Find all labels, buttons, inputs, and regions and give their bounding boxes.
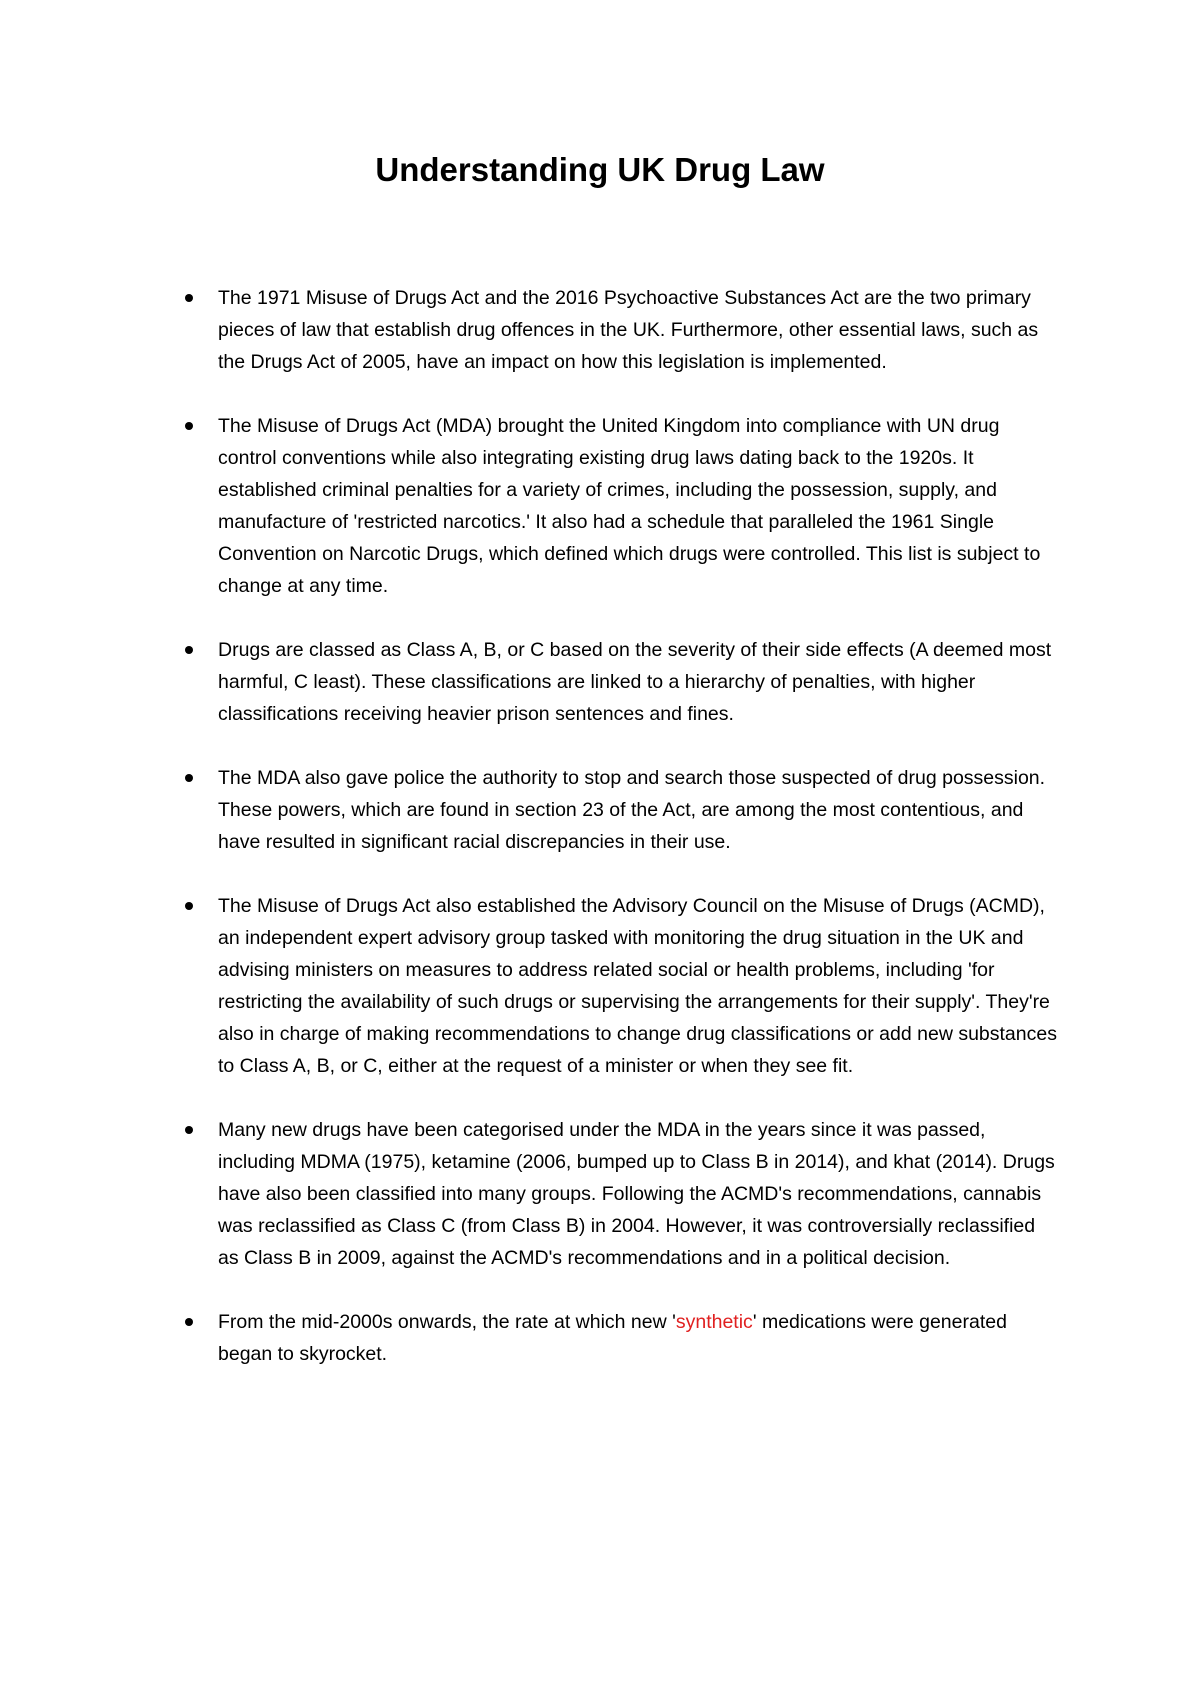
bullet-text: The Misuse of Drugs Act (MDA) brought the United Kingdom into compliance with UN drug control conventions while also integrating existing drug laws dating back to the 1920s. It established criminal penalties for a variety of crimes, including the possession, supply, and manufacture of 'restricted narcotics.' It also had a schedule that paralleled the 1961 Single Convention on Narcotic Drugs, which defined which drugs were controlled. This list is subject to change at any time. (218, 415, 1041, 597)
bullet-icon (185, 1318, 193, 1326)
document-title: Understanding UK Drug Law (375, 151, 825, 188)
list-item (0, 762, 1058, 858)
bullet-icon (185, 774, 193, 782)
list-item (0, 282, 1058, 378)
highlighted-word: synthetic (675, 1311, 753, 1333)
bullet-icon (185, 1126, 193, 1134)
bullet-icon (185, 646, 193, 654)
list-item (0, 1114, 1058, 1274)
bullet-text-after: ' medications were generated began to skyrocket. (218, 1311, 1007, 1365)
bullet-text: The MDA also gave police the authority to stop and search those suspected of drug possession. These powers, which are found in section 23 of the Act, are among the most contentious, and have resulted in significant racial discrepancies in their use. (218, 767, 1046, 853)
bullet-text: The Misuse of Drugs Act also established the Advisory Council on the Misuse of Drugs (ACMD), an independent expert advisory group tasked with monitoring the drug situation in the UK and advising ministers on measures to address related social or health problems, including 'for restricting the availability of such drugs or supervising the arrangements for their supply'. They're also in charge of making recommendations to change drug classifications or add new substances to Class A, B, or C, either at the request of a minister or when they see fit. (218, 895, 1057, 1077)
bullet-icon (185, 902, 193, 910)
list-item (0, 1306, 1058, 1370)
bullet-list (0, 282, 1200, 1402)
bullet-text: Many new drugs have been categorised under the MDA in the years since it was passed, including MDMA (1975), ketamine (2006, bumped up to Class B in 2014), and khat (2014). Drugs have also been classified into many groups. Following the ACMD's recommendations, cannabis was reclassified as Class C (from Class B) in 2004. However, it was controversially reclassified as Class B in 2009, against the ACMD's recommendations and in a political decision. (218, 1119, 1055, 1269)
bullet-text-before: From the mid-2000s onwards, the rate at which new ' (218, 1311, 676, 1333)
list-item (0, 890, 1058, 1082)
list-item (0, 634, 1058, 730)
bullet-icon (185, 294, 193, 302)
list-item (0, 410, 1058, 602)
bullet-icon (185, 422, 193, 430)
bullet-text: The 1971 Misuse of Drugs Act and the 2016 Psychoactive Substances Act are the two primary pieces of law that establish drug offences in the UK. Furthermore, other essential laws, such as the Drugs Act of 2005, have an impact on how this legislation is implemented. (218, 287, 1039, 373)
bullet-text: Drugs are classed as Class A, B, or C based on the severity of their side effects (A deemed most harmful, C least). These classifications are linked to a hierarchy of penalties, with higher classifications receiving heavier prison sentences and fines. (218, 639, 1052, 725)
